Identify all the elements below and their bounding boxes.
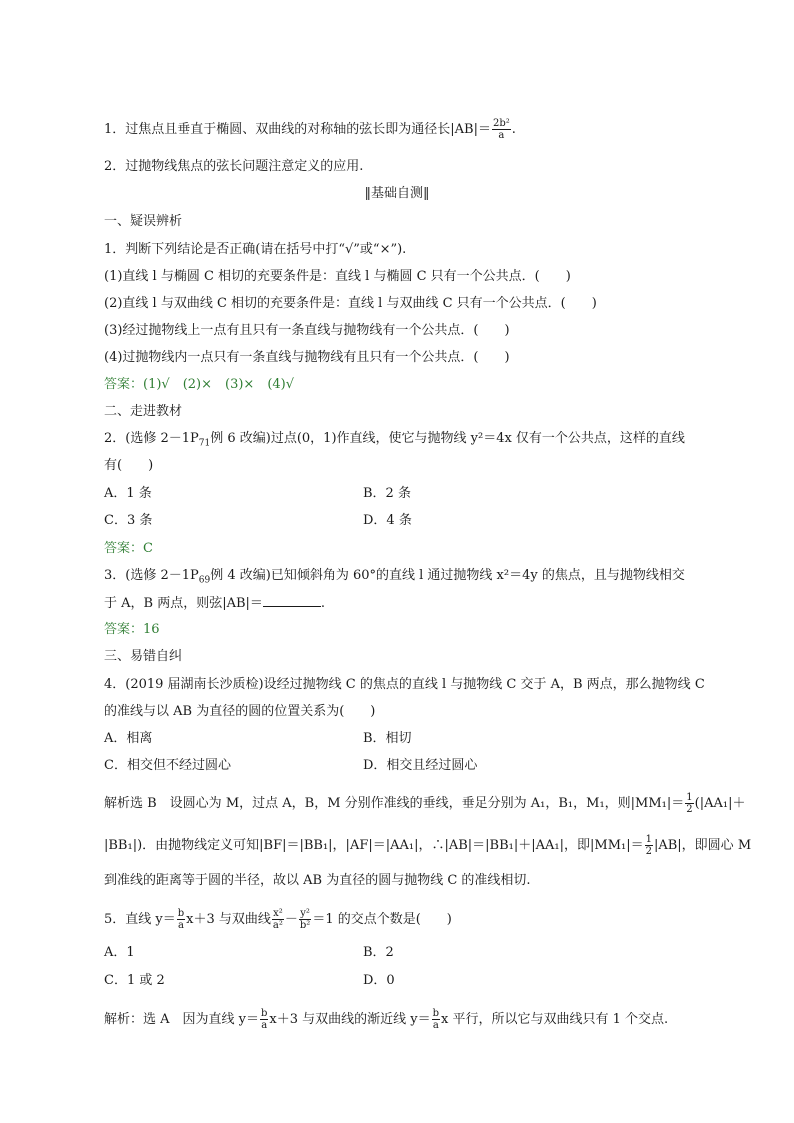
q5-minus: － <box>284 912 298 927</box>
frac-den: 2 <box>686 804 693 815</box>
q5-option-d: D．0 <box>363 973 395 988</box>
frac-num: 1 <box>645 834 652 845</box>
frac-num: b <box>261 1008 268 1019</box>
frac-den: a <box>432 1020 439 1031</box>
q3-text-b: 例 4 改编)已知倾斜角为 60°的直线 l 通过抛物线 x²＝4y 的焦点，且与抛物线相交 <box>210 568 685 583</box>
q1-stem: 1．判断下列结论是否正确(请在括号中打“√”或“×”). <box>104 242 407 257</box>
q2-line-2: 有( ) <box>104 458 154 473</box>
q1-item-3: (3)经过抛物线上一点有且只有一条直线与抛物线有一个公共点．( ) <box>104 323 510 338</box>
q2-answer: 答案：C <box>104 541 153 556</box>
q3-text-c: 于 A，B 两点，则弦|AB|＝ <box>104 596 263 611</box>
tip-1-fraction <box>492 118 511 141</box>
q3-page-sub: 69 <box>198 575 211 586</box>
answer-blank[interactable] <box>263 594 321 607</box>
q4-solution-3: 到准线的距离等于圆的半径，故以 AB 为直径的圆与抛物线 C 的准线相切. <box>104 873 531 888</box>
frac-den: a <box>261 1020 268 1031</box>
q4-sol-text-c: |BB₁|)．由抛物线定义可知|BF|＝|BB₁|，|AF|＝|AA₁|，∴|AB|＝|BB₁|＋|AA₁|，即|MM₁|＝ <box>104 838 644 853</box>
frac-num: x² <box>273 908 283 919</box>
q4-line-1: 4．(2019 届湖南长沙质检)设经过抛物线 C 的焦点的直线 l 与抛物线 C 交于 A，B 两点，那么抛物线 C <box>104 677 705 692</box>
q2-page-sub: 71 <box>198 438 211 449</box>
heading-part-1: 一、疑误辨析 <box>104 214 183 229</box>
q2-text-b: 例 6 改编)过点(0，1)作直线，使它与抛物线 y²＝4x 仅有一个公共点，这样的直线 <box>210 431 685 446</box>
q4-sol-text-b: (|AA₁|＋ <box>694 796 746 811</box>
q3-text-a: 3．(选修 2－1P <box>104 568 199 583</box>
frac-den: a <box>498 130 505 141</box>
frac-num: b <box>432 1008 440 1019</box>
q1-item-1: (1)直线 l 与椭圆 C 相切的充要条件是：直线 l 与椭圆 C 只有一个公共点．( ) <box>104 269 571 284</box>
q5-sol-text-b: x＋3 与双曲线的渐近线 y＝ <box>269 1012 431 1027</box>
q5-stem <box>104 908 452 931</box>
q4-solution-2 <box>104 834 751 857</box>
q2-line-1 <box>104 430 685 453</box>
q5-sol-fraction-2 <box>432 1008 440 1031</box>
heading-part-3: 三、易错自纠 <box>104 649 183 664</box>
q5-fraction-1 <box>177 908 185 931</box>
q5-text-b: x＋3 与双曲线 <box>186 912 271 927</box>
q4-solution-1 <box>104 792 745 815</box>
frac-num: b <box>177 908 185 919</box>
q4-option-b: B．相切 <box>363 731 412 746</box>
q5-fraction-2 <box>272 908 284 931</box>
q4-sol-text-a: 解析选 B 设圆心为 M，过点 A，B，M 分别作准线的垂线，垂足分别为 A₁，B₁，M₁，则|MM₁|＝ <box>104 796 685 811</box>
q4-sol-text-d: |AB|，即圆心 M <box>653 838 752 853</box>
frac-num: y² <box>300 908 310 919</box>
tip-1-end: . <box>511 122 516 137</box>
q4-option-d: D．相交且经过圆心 <box>363 758 478 773</box>
tip-1-text: 1．过焦点且垂直于椭圆、双曲线的对称轴的弦长即为通径长|AB|＝ <box>104 122 491 137</box>
frac-num: 2b² <box>492 118 510 129</box>
q1-item-4: (4)过抛物线内一点只有一条直线与抛物线有且只有一个公共点．( ) <box>104 350 510 365</box>
heading-part-2: 二、走进教材 <box>104 404 183 419</box>
q5-text-a: 5．直线 y＝ <box>104 912 176 927</box>
q3-answer: 答案：16 <box>104 622 160 637</box>
q5-option-b: B．2 <box>363 945 394 960</box>
q2-option-d: D．4 条 <box>363 513 412 528</box>
q4-sol-fraction-2 <box>645 834 653 857</box>
q5-sol-text-a: 解析：选 A 因为直线 y＝ <box>104 1012 259 1027</box>
q3-line-1 <box>104 567 685 590</box>
q1-answer: 答案：(1)√ (2)× (3)× (4)√ <box>104 377 295 392</box>
frac-den: a <box>177 920 184 931</box>
q4-sol-fraction-1 <box>685 792 693 815</box>
q5-sol-text-c: x 平行，所以它与双曲线只有 1 个交点. <box>441 1012 669 1027</box>
q5-sol-fraction-1 <box>260 1008 268 1031</box>
q3-text-end: . <box>320 596 326 611</box>
q5-option-c: C．1 或 2 <box>104 973 165 988</box>
q5-text-c: ＝1 的交点个数是( ) <box>312 912 452 927</box>
q4-line-2: 的准线与以 AB 为直径的圆的位置关系为( ) <box>104 704 376 719</box>
frac-num: 1 <box>686 792 693 803</box>
frac-den: 2 <box>645 846 652 857</box>
q4-option-a: A．相离 <box>104 731 153 746</box>
q2-option-b: B．2 条 <box>363 486 411 501</box>
q3-line-2 <box>104 594 325 613</box>
section-title: ‖基础自测‖ <box>364 186 430 201</box>
frac-den: b² <box>299 920 311 931</box>
tip-1 <box>104 118 516 141</box>
tip-2: 2．过抛物线焦点的弦长问题注意定义的应用. <box>104 159 364 174</box>
q2-option-c: C．3 条 <box>104 513 153 528</box>
q5-option-a: A．1 <box>104 945 135 960</box>
q2-option-a: A．1 条 <box>104 486 152 501</box>
q5-solution <box>104 1008 668 1031</box>
q5-fraction-3 <box>299 908 311 931</box>
q2-text-a: 2．(选修 2－1P <box>104 431 199 446</box>
frac-den: a² <box>272 920 283 931</box>
q4-option-c: C．相交但不经过圆心 <box>104 758 231 773</box>
q1-item-2: (2)直线 l 与双曲线 C 相切的充要条件是：直线 l 与双曲线 C 只有一个公共点．( ) <box>104 296 597 311</box>
